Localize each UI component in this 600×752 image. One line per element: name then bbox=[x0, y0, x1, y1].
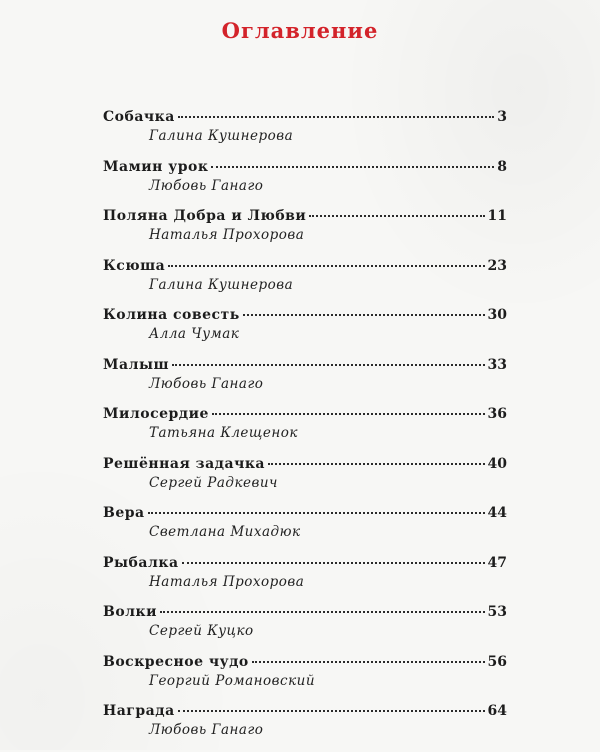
story-title: Мамин урок bbox=[103, 158, 209, 175]
toc-entry bbox=[103, 554, 507, 604]
story-title: Милосердие bbox=[103, 406, 209, 422]
story-title: Вера bbox=[103, 505, 145, 521]
page-number: 11 bbox=[487, 208, 507, 224]
dot-leader bbox=[243, 314, 485, 316]
toc-entry bbox=[103, 653, 507, 703]
dot-leader bbox=[309, 215, 484, 217]
dot-leader bbox=[182, 562, 485, 564]
page-number: 53 bbox=[487, 604, 507, 620]
dot-leader bbox=[178, 116, 494, 118]
dot-leader bbox=[212, 413, 485, 415]
story-title: Собачка bbox=[103, 109, 175, 125]
story-title: Поляна Добра и Любви bbox=[103, 208, 307, 224]
story-author: Любовь Ганаго bbox=[149, 177, 264, 194]
story-author: Галина Кушнерова bbox=[149, 276, 294, 293]
page-number: 56 bbox=[487, 653, 507, 670]
dot-leader bbox=[160, 611, 484, 613]
page-number: 3 bbox=[497, 109, 507, 125]
toc-line bbox=[103, 207, 507, 225]
toc-entry bbox=[103, 504, 507, 554]
dot-leader bbox=[252, 661, 485, 663]
page-number: 23 bbox=[487, 257, 507, 274]
story-author: Любовь Ганаго bbox=[149, 722, 264, 738]
toc-line bbox=[103, 356, 507, 374]
toc-line bbox=[103, 603, 507, 621]
dot-leader bbox=[148, 512, 485, 514]
dot-leader bbox=[178, 710, 485, 712]
page-number: 64 bbox=[487, 703, 507, 719]
toc-entry bbox=[103, 405, 507, 455]
toc-entry bbox=[103, 702, 507, 752]
page-number: 47 bbox=[487, 554, 507, 571]
page-number: 40 bbox=[487, 455, 507, 472]
toc-line bbox=[103, 653, 507, 671]
page-number: 30 bbox=[487, 307, 507, 323]
toc-title: Оглавление bbox=[221, 18, 379, 43]
toc-line bbox=[103, 405, 507, 423]
story-title: Ксюша bbox=[103, 257, 166, 274]
dot-leader bbox=[268, 463, 485, 465]
toc-line bbox=[103, 306, 507, 324]
page-number: 36 bbox=[487, 406, 507, 422]
story-title: Колина совесть bbox=[103, 307, 240, 323]
dot-leader bbox=[211, 166, 494, 168]
story-title: Воскресное чудо bbox=[103, 653, 249, 670]
toc-entry bbox=[103, 356, 507, 406]
story-author: Светлана Михадюк bbox=[149, 524, 301, 540]
toc-line bbox=[103, 158, 507, 176]
toc-line bbox=[103, 108, 507, 126]
toc-line bbox=[103, 257, 507, 275]
toc-entry bbox=[103, 306, 507, 356]
toc-line bbox=[103, 702, 507, 720]
toc-entry bbox=[103, 108, 507, 158]
story-title: Малыш bbox=[103, 356, 170, 373]
story-title: Награда bbox=[103, 703, 175, 719]
toc-entry bbox=[103, 257, 507, 307]
story-author: Любовь Ганаго bbox=[149, 375, 264, 392]
story-author: Георгий Романовский bbox=[149, 672, 316, 689]
page-number: 44 bbox=[487, 505, 507, 521]
toc-entry bbox=[103, 455, 507, 505]
story-author: Сергей Куцко bbox=[149, 623, 254, 639]
toc-line bbox=[103, 504, 507, 522]
dot-leader bbox=[172, 364, 484, 366]
toc-entry bbox=[103, 158, 507, 208]
story-title: Волки bbox=[103, 604, 158, 620]
story-title: Решённая задачка bbox=[103, 455, 266, 472]
page-number: 8 bbox=[497, 158, 507, 175]
toc-entry bbox=[103, 207, 507, 257]
story-author: Алла Чумак bbox=[149, 326, 240, 342]
story-author: Галина Кушнерова bbox=[149, 128, 294, 144]
page-number: 33 bbox=[487, 356, 507, 373]
story-author: Наталья Прохорова bbox=[149, 573, 305, 590]
story-author: Татьяна Клещенок bbox=[149, 425, 298, 441]
table-of-contents bbox=[103, 108, 507, 752]
story-title: Рыбалка bbox=[103, 554, 179, 571]
toc-entry bbox=[103, 603, 507, 653]
dot-leader bbox=[168, 265, 484, 267]
story-author: Наталья Прохорова bbox=[149, 227, 305, 243]
story-author: Сергей Радкевич bbox=[149, 474, 278, 491]
toc-line bbox=[103, 554, 507, 572]
toc-line bbox=[103, 455, 507, 473]
